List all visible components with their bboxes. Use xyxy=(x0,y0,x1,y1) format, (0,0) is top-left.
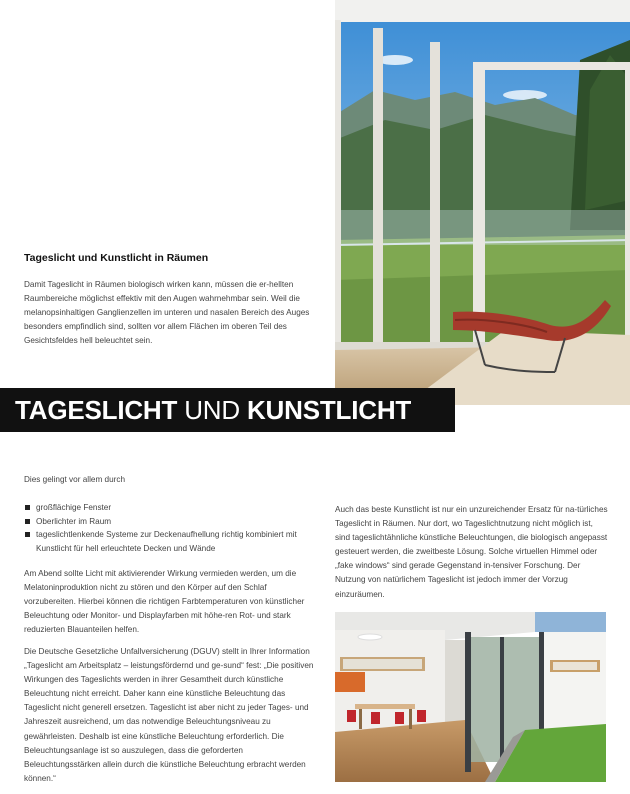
interior-photo xyxy=(335,612,606,782)
banner-word-2: UND xyxy=(184,395,240,425)
list-item: Oberlichter im Raum xyxy=(24,515,324,529)
bullet-list xyxy=(24,501,324,555)
list-item: tageslichtlenkende Systeme zur Deckenaufhellung richtig kombiniert mit Kunstlicht für hell erleuchtete Decken und Wände xyxy=(24,528,324,555)
paragraph-artificial-light: Auch das beste Kunstlicht ist nur ein unzureichender Ersatz für na-türliches Tageslicht in Räumen. Nur dort, wo Tageslichtnutzung nicht möglich ist, sind tageslichtähnliche künstliche Beleuchtungen, die biologisch angepasst gesteuert werden, die zweitbeste Lösung. Solche virtuellen Himmel oder „fake windows“ sind gerade Gegenstand in-tensiver Forschung. Der Nutzung von natürlichem Tageslicht ist jedoch immer der Vorzug einzuräumen. xyxy=(335,505,608,599)
list-item: großflächige Fenster xyxy=(24,501,324,515)
lead-text: Dies gelingt vor allem durch xyxy=(24,475,126,484)
banner-word-1: TAGESLICHT xyxy=(15,395,178,425)
paragraph-evening-light: Am Abend sollte Licht mit aktivierender Wirkung vermieden werden, um die Melatoninproduktion nicht zu stören und den Körper auf den Schlaf vorzubereiten. Hierbei können die richtigen Farbtemperaturen von künstlicher Beleuchtung oder Monitor- und Displayfarben mit höhe-ren Rot- und stark reduzierten Blauanteilen helfen. xyxy=(24,569,305,635)
paragraph-dguv: Die Deutsche Gesetzliche Unfallversicherung (DGUV) stellt in Ihrer Information „Tageslicht am Arbeitsplatz – leistungsfördernd und ge-sund“ fest: „Die positiven Wirkungen des Tageslichts werden in ihrer Gesamtheit durch künstliche Beleuchtung nicht erreicht. Daher kann eine künstliche Beleuchtung das Tageslicht nicht generell ersetzen. Tageslicht ist aber nicht zu jeder Tages- und Jahreszeit ausreichend, um das notwendige Beleuchtungsniveau zu gewährleisten. Deshalb ist eine künstliche Beleuchtung erforderlich. Die Beleuchtungsanlage ist so auszulegen, dass die geforderten Beleuchtungsstärken allein durch die künstliche Beleuchtung erbracht werden können.“ xyxy=(24,647,314,783)
intro-text: Damit Tageslicht in Räumen biologisch wirken kann, müssen die er-hellten Raumbereiche möglichst effektiv mit den Augen wahrnehmbar sein. Weil die melanopsinhaltigen Ganglienzellen im unteren und nasalen Bereich des Auges besonders empfindlich sind, sollten vor allem Flächen im oberen Teil des Gesichtsfeldes hell beleuchtet sein. xyxy=(24,280,310,346)
banner-title xyxy=(15,393,411,427)
intro-heading: Tageslicht und Kunstlicht in Räumen xyxy=(24,252,209,264)
hero-photo xyxy=(335,0,630,405)
banner-word-3: KUNSTLICHT xyxy=(246,395,412,425)
